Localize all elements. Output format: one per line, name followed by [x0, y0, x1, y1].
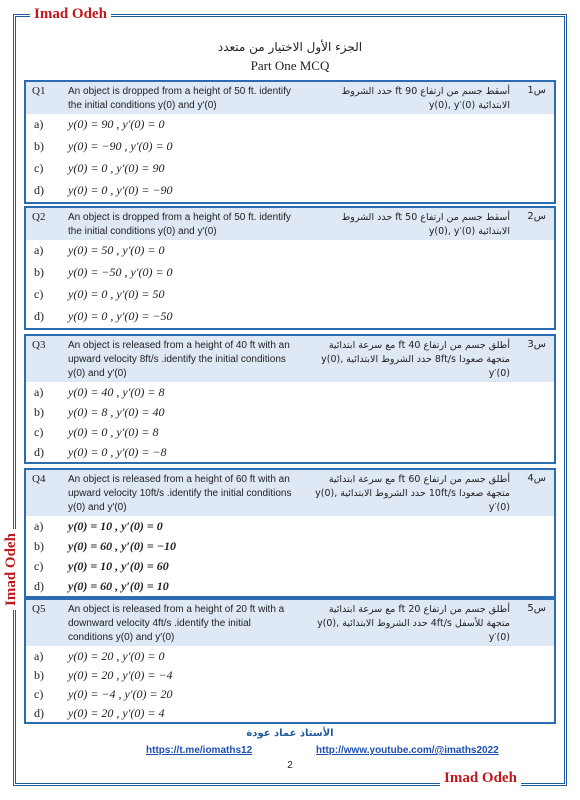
option-b[interactable]	[26, 665, 554, 684]
question-3	[24, 334, 556, 464]
question-5	[24, 598, 556, 724]
option-label: a)	[34, 243, 44, 257]
option-a[interactable]	[26, 114, 554, 136]
question-text-ar: أسقط جسم من ارتفاع 90 ft حدد الشروط الابتدائية y(0), y′(0)	[341, 86, 510, 111]
option-value: y(0) = 60 , y′(0) = 10	[68, 579, 169, 593]
youtube-link[interactable]: http://www.youtube.com/@imaths2022	[316, 745, 499, 756]
author-name: الأستاذ عماد عودة	[246, 728, 334, 739]
question-text-en: An object is dropped from a height of 50 ft. identify the initial conditions y(0) and y′(0)	[68, 86, 291, 111]
option-label: c)	[34, 559, 44, 573]
option-value: y(0) = 20 , y′(0) = 0	[68, 649, 165, 663]
option-label: b)	[34, 405, 44, 419]
option-a[interactable]	[26, 646, 554, 665]
option-d[interactable]	[26, 180, 554, 202]
question-text-ar: أطلق جسم من ارتفاع 20 ft مع سرعة ابتدائية متجهة للأسفل 4ft/s حدد الشروط الابتدائية y(0), y′(0)	[317, 604, 510, 643]
option-a[interactable]	[26, 240, 554, 262]
option-value: y(0) = 8 , y′(0) = 40	[68, 405, 165, 419]
option-value: y(0) = 20 , y′(0) = 4	[68, 706, 165, 720]
option-value: y(0) = 0 , y′(0) = 50	[68, 287, 165, 301]
question-number-ar: س3	[527, 339, 546, 350]
question-header	[26, 82, 554, 114]
option-label: b)	[34, 139, 44, 153]
page-number: 2	[287, 760, 293, 771]
question-text-en: An object is released from a height of 60 ft with an upward velocity 10ft/s .identify the initial conditions y(0) and y′(0)	[68, 474, 292, 513]
option-d[interactable]	[26, 576, 554, 596]
option-b[interactable]	[26, 402, 554, 422]
question-header	[26, 208, 554, 240]
question-4	[24, 468, 556, 598]
option-label: b)	[34, 668, 44, 682]
option-c[interactable]	[26, 284, 554, 306]
question-1	[24, 80, 556, 204]
option-value: y(0) = −90 , y′(0) = 0	[68, 139, 173, 153]
option-label: d)	[34, 183, 44, 197]
brand-top: Imad Odeh	[30, 6, 111, 23]
option-label: b)	[34, 539, 44, 553]
option-label: d)	[34, 579, 44, 593]
option-d[interactable]	[26, 442, 554, 462]
option-value: y(0) = 10 , y′(0) = 60	[68, 559, 169, 573]
option-label: d)	[34, 445, 44, 459]
question-number: Q5	[32, 603, 46, 615]
question-2	[24, 206, 556, 330]
brand-left: Imad Odeh	[3, 529, 20, 610]
option-value: y(0) = 0 , y′(0) = −8	[68, 445, 167, 459]
option-label: a)	[34, 385, 44, 399]
question-text-ar: أسقط جسم من ارتفاع 50 ft حدد الشروط الابتدائية y(0), y′(0)	[341, 212, 510, 237]
option-value: y(0) = 0 , y′(0) = −50	[68, 309, 173, 323]
option-label: d)	[34, 706, 44, 720]
question-number-ar: س1	[527, 85, 546, 96]
question-text-ar: أطلق جسم من ارتفاع 40 ft مع سرعة ابتدائية متجهة صعودا 8ft/s حدد الشروط الابتدائية y(0), y′(0)	[321, 340, 510, 379]
option-label: c)	[34, 425, 44, 439]
option-b[interactable]	[26, 262, 554, 284]
question-header	[26, 336, 554, 382]
option-label: b)	[34, 265, 44, 279]
option-c[interactable]	[26, 556, 554, 576]
question-text-en: An object is dropped from a height of 50 ft. identify the initial conditions y(0) and y′(0)	[68, 212, 291, 237]
option-value: y(0) = −4 , y′(0) = 20	[68, 687, 173, 701]
option-value: y(0) = 10 , y′(0) = 0	[68, 519, 163, 533]
option-label: c)	[34, 687, 44, 701]
question-number-ar: س5	[527, 603, 546, 614]
option-label: c)	[34, 287, 44, 301]
question-header	[26, 470, 554, 516]
option-b[interactable]	[26, 136, 554, 158]
option-d[interactable]	[26, 703, 554, 722]
option-c[interactable]	[26, 422, 554, 442]
question-number-ar: س2	[527, 211, 546, 222]
option-value: y(0) = −50 , y′(0) = 0	[68, 265, 173, 279]
option-label: d)	[34, 309, 44, 323]
question-number: Q2	[32, 211, 46, 223]
option-label: c)	[34, 161, 44, 175]
section-title-english: Part One MCQ	[250, 58, 330, 73]
option-c[interactable]	[26, 158, 554, 180]
question-number-ar: س4	[527, 473, 546, 484]
option-value: y(0) = 90 , y′(0) = 0	[68, 117, 165, 131]
question-text-ar: أطلق جسم من ارتفاع 60 ft مع سرعة ابتدائية متجهة صعودا 10ft/s حدد الشروط الابتدائية y(0), y′(0)	[315, 474, 510, 513]
option-b[interactable]	[26, 536, 554, 556]
option-value: y(0) = 40 , y′(0) = 8	[68, 385, 165, 399]
question-number: Q1	[32, 85, 46, 97]
option-a[interactable]	[26, 516, 554, 536]
option-value: y(0) = 0 , y′(0) = −90	[68, 183, 173, 197]
option-a[interactable]	[26, 382, 554, 402]
question-number: Q4	[32, 473, 46, 485]
option-value: y(0) = 0 , y′(0) = 90	[68, 161, 165, 175]
section-title-arabic: الجزء الأول الاختيار من متعدد	[217, 40, 363, 54]
question-text-en: An object is released from a height of 40 ft with an upward velocity 8ft/s .identify the initial conditions y(0) and y′(0)	[68, 340, 290, 379]
brand-bottom: Imad Odeh	[440, 770, 521, 787]
option-value: y(0) = 60 , y′(0) = −10	[68, 539, 176, 553]
telegram-link[interactable]: https://t.me/iomaths12	[146, 745, 253, 756]
option-label: a)	[34, 649, 44, 663]
question-header	[26, 600, 554, 646]
option-c[interactable]	[26, 684, 554, 703]
option-value: y(0) = 20 , y′(0) = −4	[68, 668, 173, 682]
option-label: a)	[34, 117, 44, 131]
question-number: Q3	[32, 339, 46, 351]
question-text-en: An object is released from a height of 20 ft with a downward velocity 4ft/s .identify the initial conditions y(0) and y′(0)	[68, 604, 285, 643]
option-value: y(0) = 0 , y′(0) = 8	[68, 425, 159, 439]
option-value: y(0) = 50 , y′(0) = 0	[68, 243, 165, 257]
option-d[interactable]	[26, 306, 554, 328]
option-label: a)	[34, 519, 44, 533]
